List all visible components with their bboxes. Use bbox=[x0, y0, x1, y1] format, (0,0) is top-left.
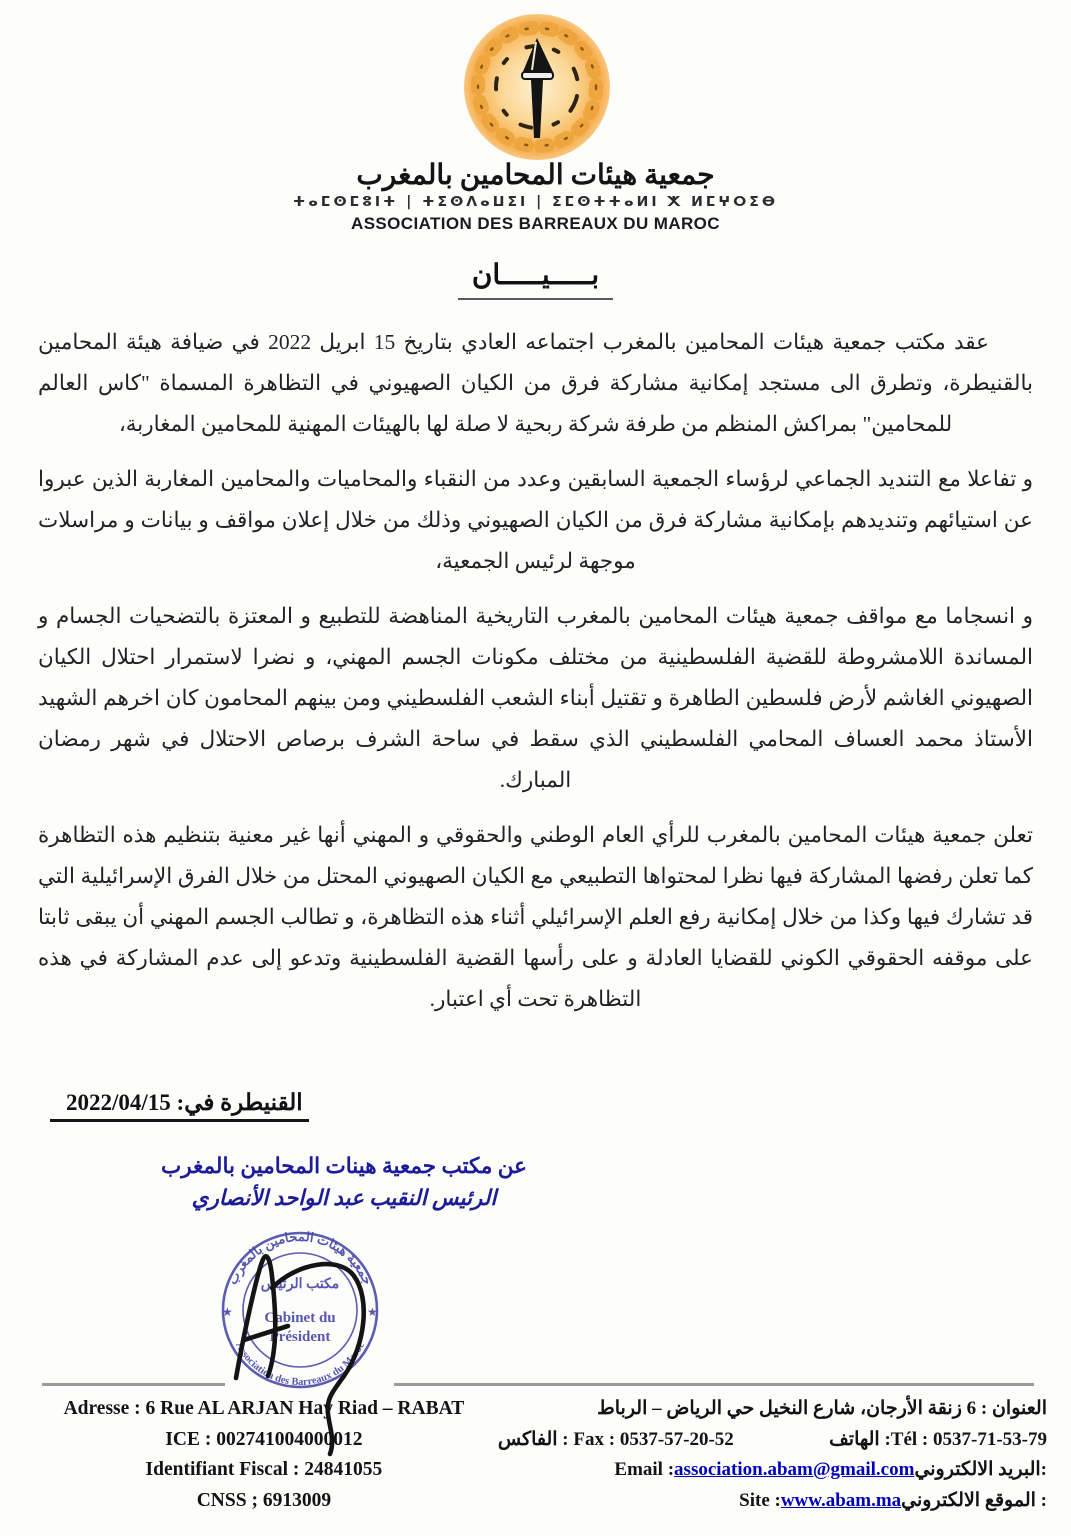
footer-email-label: Email : bbox=[614, 1459, 675, 1480]
stamp-icon bbox=[198, 1226, 408, 1476]
stamp-center-french-1: Cabinet du bbox=[264, 1310, 336, 1326]
star-icon: ★ bbox=[367, 1305, 378, 1319]
president-office-stamp bbox=[198, 1226, 408, 1476]
stamp-center-french-2: Président bbox=[269, 1329, 331, 1345]
paragraph-4: تعلن جمعية هيئات المحامين بالمغرب للرأي العام الوطني والحقوقي و المهني أنها غير معنية بتنظيم هذه التظاهرة كما تعلن رفضها المشاركة فيها نظرا لمحتواها التطبيعي مع الكيان الصهيوني المحتل من خلال الفرق الإسرائيلية التي قد تشارك فيها وكذا من خلال إمكانية رفع العلم الإسرائيلي أثناء هذه التظاهرة، و تطالب الجسم المهني أن يبقى ثابتا على موقفه الحقوقي الكوني للقضايا العادلة و على رأسها القضية الفلسطينية وتدعو إلى عدم المشاركة في هذه التظاهرة تحت أي اعتبار. bbox=[38, 823, 1033, 1011]
footer-cnss: CNSS ; 6913009 bbox=[196, 1489, 332, 1511]
statement-body bbox=[38, 322, 1033, 1034]
stamp-center-arabic: مكتب الرئيس bbox=[260, 1277, 340, 1292]
footer-identifiant-fiscal: Identifiant Fiscal : 24841055 bbox=[145, 1459, 383, 1480]
paragraph-3: و انسجاما مع مواقف جمعية هيئات المحامين بالمغرب التاريخية المناهضة للتطبيع و المعتزة بالتضحيات الجسام و المساندة اللامشروطة للقضية الفلسطينية من مختلف مكونات الجسم المهني، و نضرا لاستمرار احتلال الكيان الصهيوني الغاشم لأرض فلسطين الطاهرة و تقتيل أبناء الشعب الفلسطيني ومن بينهم المحامون كان اخرهم الشهيد الأستاذ محمد العساف المحامي الفلسطيني الذي سقط في ساحة الشرف برصاص الاحتلال في شهر رمضان المبارك. bbox=[38, 604, 1033, 792]
footer-address-arabic: العنوان : 6 زنقة الأرجان، شارع النخيل حي الرياض – الرباط bbox=[597, 1398, 1047, 1419]
org-name-arabic: جمعية هيئات المحامين بالمغرب bbox=[356, 160, 715, 191]
footer-divider-right bbox=[394, 1383, 1034, 1386]
document-title: بـــــيـــــان bbox=[0, 258, 1071, 300]
signature-president-name: الرئيس النقيب عبد الواحد الأنصاري bbox=[191, 1186, 497, 1210]
signature-block bbox=[132, 1150, 556, 1214]
footer-site-label-arabic: : الموقع الالكتروني bbox=[901, 1489, 1047, 1511]
footer-email-label-arabic: :البريد الالكتروني bbox=[914, 1459, 1047, 1480]
footer-site-row bbox=[498, 1486, 1047, 1517]
footer-site-link[interactable]: www.abam.ma bbox=[780, 1489, 902, 1511]
footer-phone-fax-row bbox=[498, 1425, 1047, 1456]
footer-adresse: Adresse : 6 Rue AL ARJAN Hay Riad – RABAT bbox=[63, 1398, 465, 1419]
star-icon: ★ bbox=[222, 1305, 233, 1319]
footer-fax: Fax : 0537-57-20-52 : الفاكس bbox=[497, 1428, 734, 1450]
footer-ice: ICE : 002741004000012 bbox=[165, 1428, 363, 1450]
footer-email-link[interactable]: association.abam@gmail.com bbox=[674, 1459, 915, 1480]
stamp-ring-text-french: Association des Barreaux du Maroc bbox=[233, 1340, 367, 1389]
svg-text:Association des Barreaux du Ma bbox=[233, 1340, 367, 1388]
footer-site-label: Site : bbox=[739, 1489, 781, 1511]
signature-office-line: عن مكتب جمعية هينات المحامين بالمغرب bbox=[160, 1154, 527, 1178]
date-place-line: القنيطرة في: 2022/04/15 bbox=[50, 1090, 309, 1122]
paragraph-2: و تفاعلا مع التنديد الجماعي لرؤساء الجمعية السابقين وعدد من النقباء والمحاميات والمحامين المغاربة الذين عبروا عن استيائهم وتنديدهم بإمكانية مشاركة فرق من الكيان الصهيوني وذلك من خلال إعلان مواقف و بيانات و مراسلات موجهة لرئيس الجمعية، bbox=[38, 467, 1033, 573]
org-name-french: ASSOCIATION DES BARREAUX DU MAROC bbox=[351, 214, 720, 233]
footer-tel: Tél : 0537-71-53-79: الهاتف bbox=[829, 1428, 1047, 1450]
footer-email-row bbox=[498, 1455, 1047, 1486]
footer-right-column bbox=[498, 1394, 1047, 1516]
paragraph-1: عقد مكتب جمعية هيئات المحامين بالمغرب اجتماعه العادي بتاريخ 15 ابريل 2022 في ضيافة هيئة المحامين بالقنيطرة، وتطرق الى مستجد إمكانية مشاركة فرق من الكيان الصهيوني في التظاهرة المسماة "كاس العالم للمحامين" بمراكش المنظم من طرفة شركة ربحية لا صلة لها بالهيئات المهنية للمحامين المغاربة، bbox=[38, 330, 1033, 436]
stamp-ring-text-arabic: جمعية هيئات المحامين بالمغرب bbox=[224, 1228, 376, 1287]
association-logo-icon bbox=[447, 12, 627, 162]
org-name-tifinagh: ⵜⴰⵎⵙⵎⵓⵏⵜ | ⵜⵉⵙⴷⴰⵡⵉⵏ | ⵉⵎⵙⵜⵜⴰⵍⵏ ⵅ ⵍⵎⵖⵔⵉⴱ bbox=[292, 194, 779, 210]
footer bbox=[30, 1394, 1047, 1516]
association-logo bbox=[447, 12, 627, 162]
